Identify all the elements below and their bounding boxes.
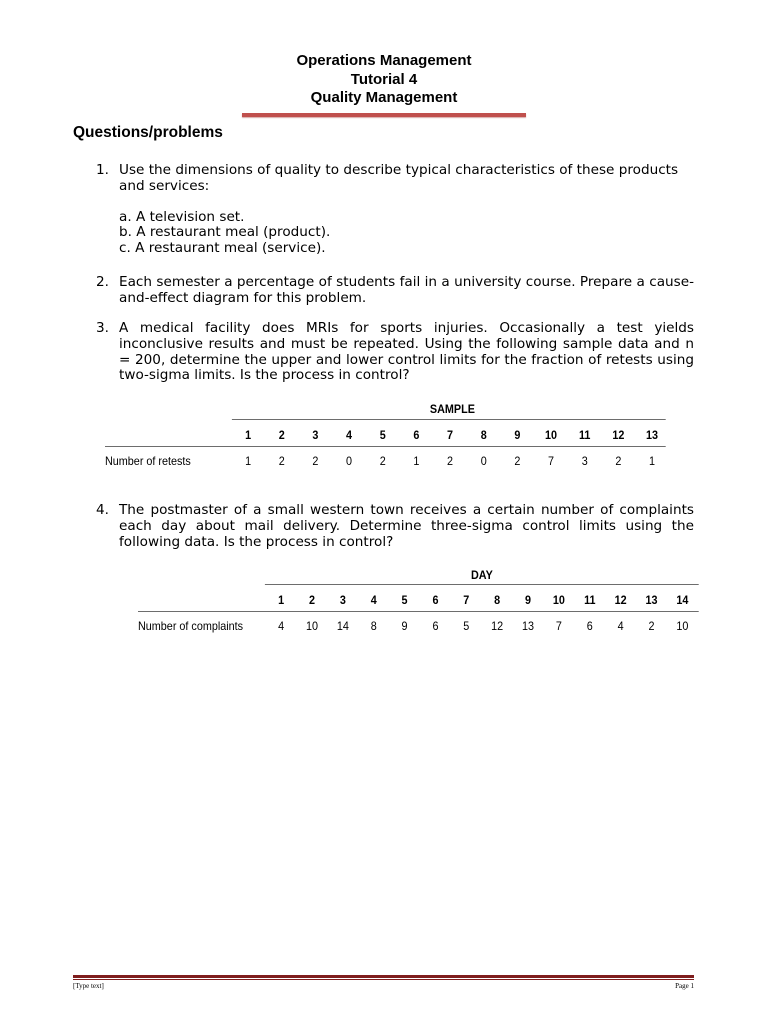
page-number: Page 1 — [675, 982, 694, 990]
section-heading: Questions/problems — [73, 124, 223, 141]
list-item: a. A television set. — [119, 208, 245, 225]
table-cell: 4 — [617, 619, 624, 633]
column-header: 2 — [278, 428, 285, 442]
table-cell: 2 — [615, 454, 622, 468]
table-rule-header — [105, 446, 666, 447]
question-4 — [96, 503, 694, 550]
table-cell: 2 — [514, 454, 521, 468]
column-header: 6 — [432, 593, 439, 607]
table-cell: 2 — [379, 454, 386, 468]
table-cell: 6 — [586, 619, 593, 633]
list-item: b. A restaurant meal (product). — [119, 224, 331, 241]
column-header: 13 — [645, 593, 658, 607]
column-header: 10 — [545, 428, 558, 442]
column-header: 5 — [401, 593, 408, 607]
table-cell: 5 — [463, 619, 470, 633]
table-cell: 10 — [305, 619, 318, 633]
column-header: 8 — [480, 428, 487, 442]
course-title: Operations Management — [296, 52, 472, 69]
table-cell: 2 — [447, 454, 454, 468]
question-text: The postmaster of a small western town receives a certain number of complaints each day about mail delivery. Determine three-sigma control limits using the following data. Is the process in control? — [119, 502, 694, 550]
table-cell: 2 — [278, 454, 285, 468]
question-text: Use the dimensions of quality to describe typical characteristics of these products and services: — [119, 162, 679, 194]
question-text: Each semester a percentage of students fail in a university course. Prepare a cause-and-effect diagram for this problem. — [119, 274, 694, 306]
column-header: 14 — [676, 593, 689, 607]
table-cell: 2 — [312, 454, 319, 468]
table-cell: 0 — [346, 454, 353, 468]
column-header: 2 — [308, 593, 315, 607]
column-header: 11 — [584, 593, 596, 607]
title-divider — [242, 113, 526, 117]
table-cell: 13 — [522, 619, 535, 633]
complaints-table — [138, 566, 699, 641]
table-cell: 10 — [676, 619, 689, 633]
question-number: 3. — [96, 320, 109, 336]
column-header: 1 — [278, 593, 285, 607]
tutorial-topic: Quality Management — [310, 89, 458, 106]
table-cell: 1 — [649, 454, 656, 468]
table-cell: 0 — [480, 454, 487, 468]
column-header: 9 — [514, 428, 521, 442]
column-header: 1 — [245, 428, 252, 442]
table-cell: 1 — [245, 454, 252, 468]
footer-left-text: [Type text] — [73, 982, 104, 990]
table-cell: 6 — [432, 619, 439, 633]
table-cell: 8 — [370, 619, 377, 633]
column-header: 3 — [339, 593, 346, 607]
footer-rule-thin — [73, 979, 694, 980]
column-header: 4 — [370, 593, 377, 607]
table-rule-top — [265, 584, 699, 585]
table-caption: SAMPLE — [429, 402, 475, 416]
footer-rule-thick — [73, 975, 694, 978]
column-header: 10 — [552, 593, 565, 607]
row-label: Number of retests — [105, 454, 191, 468]
table-cell: 2 — [648, 619, 655, 633]
table-caption: DAY — [471, 568, 493, 582]
question-1 — [96, 163, 694, 257]
table-cell: 1 — [413, 454, 420, 468]
column-header: 3 — [312, 428, 319, 442]
column-header: 5 — [379, 428, 386, 442]
column-header: 9 — [525, 593, 532, 607]
question-3 — [96, 321, 694, 384]
column-header: 8 — [494, 593, 501, 607]
column-header: 13 — [645, 428, 659, 442]
table-cell: 9 — [401, 619, 408, 633]
table-cell: 7 — [555, 619, 562, 633]
column-header: 7 — [447, 428, 454, 442]
document-header — [0, 52, 768, 108]
table-rule-header — [138, 611, 699, 612]
question-2 — [96, 275, 694, 307]
table-cell: 4 — [278, 619, 285, 633]
question-number: 2. — [96, 274, 109, 290]
table-cell: 7 — [548, 454, 555, 468]
question-text: A medical facility does MRIs for sports injuries. Occasionally a test yields inconclusive results and must be repeated. Using the following sample data and n = 200, determine the upper and lower control limits for the fraction of retests using two-sigma limits. Is the process in control? — [119, 320, 694, 384]
column-header: 11 — [578, 428, 591, 442]
table-cell: 12 — [491, 619, 504, 633]
table-cell: 3 — [581, 454, 588, 468]
column-header: 12 — [614, 593, 627, 607]
column-header: 6 — [413, 428, 420, 442]
table-cell: 14 — [336, 619, 349, 633]
list-item: c. A restaurant meal (service). — [119, 240, 326, 257]
row-label: Number of complaints — [138, 619, 244, 633]
column-header: 7 — [463, 593, 470, 607]
column-header: 12 — [612, 428, 625, 442]
tutorial-number: Tutorial 4 — [350, 70, 418, 88]
question-number: 4. — [96, 502, 109, 518]
column-header: 4 — [346, 428, 353, 442]
retests-table — [105, 400, 666, 475]
question-number: 1. — [96, 162, 109, 178]
table-rule-top — [232, 419, 666, 420]
question-items — [119, 210, 694, 257]
